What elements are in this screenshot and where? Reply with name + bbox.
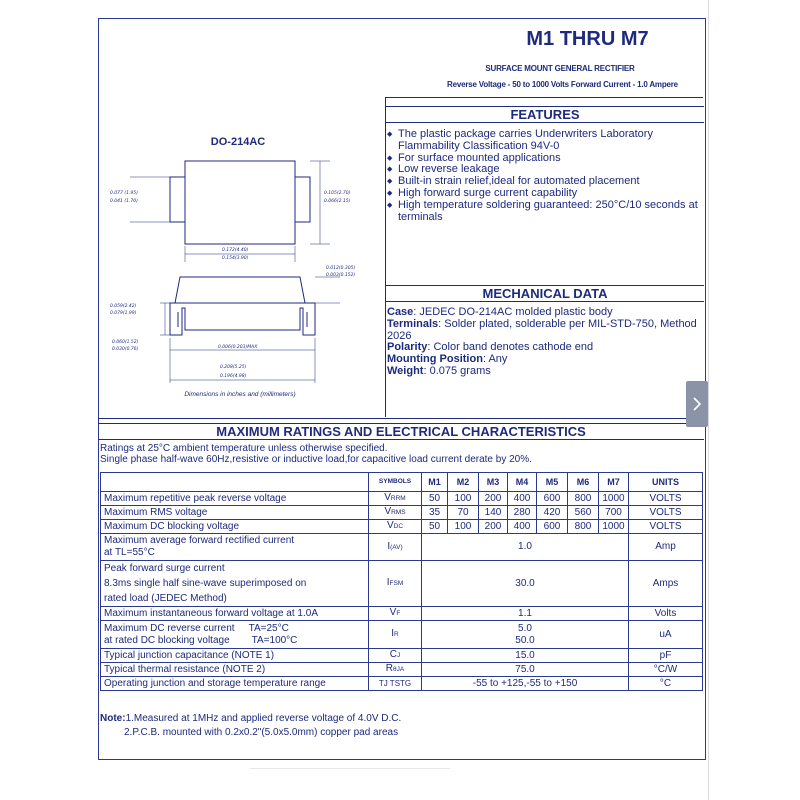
value-cell: 50: [422, 520, 448, 534]
table-row: [101, 607, 703, 621]
value-cell: 5.0 50.0: [422, 621, 629, 649]
value-cell: 140: [479, 506, 508, 520]
header-part: M6: [568, 473, 599, 492]
notes-label: Note:: [100, 713, 126, 724]
part-title: M1 THRU M7: [526, 28, 649, 50]
symbol-cell: IFSM: [369, 561, 422, 607]
header-part: M5: [537, 473, 568, 492]
feature-item: ◆ For surface mounted applications: [387, 153, 702, 165]
unit-cell: Volts: [629, 607, 703, 621]
features-heading: FEATURES: [386, 106, 704, 123]
mechanical-data: [387, 307, 705, 378]
dimension-footnote: Dimensions in inches and (millimeters): [184, 391, 296, 398]
table-row: [101, 561, 703, 607]
value-cell: -55 to +125,-55 to +150: [422, 677, 629, 691]
value-cell: 280: [508, 506, 537, 520]
section-divider: [98, 418, 704, 419]
table-row: [101, 663, 703, 677]
value-cell: 1.1: [422, 607, 629, 621]
dim-label: 0.059(2.42): [110, 304, 137, 309]
param-cell: Typical junction capacitance (NOTE 1): [101, 649, 369, 663]
unit-cell: Amps: [629, 561, 703, 607]
notes-block: [100, 712, 401, 740]
param-cell: Maximum average forward rectified current at TL=55°C: [101, 534, 369, 561]
features-list: [387, 129, 702, 223]
dim-label: 0.077 (1.95): [110, 191, 138, 196]
table-row: [101, 534, 703, 561]
next-page-button[interactable]: [686, 381, 708, 427]
unit-cell: VOLTS: [629, 506, 703, 520]
mounting-label: Mounting Position: [387, 353, 483, 366]
header-part: M7: [599, 473, 629, 492]
ratings-note-1: Ratings at 25°C ambient temperature unless otherwise specified.: [100, 443, 388, 454]
symbol-cell: I(AV): [369, 534, 422, 561]
symbol-cell: VRRM: [369, 492, 422, 506]
value-cell: 1.0: [422, 534, 629, 561]
value-cell: 70: [448, 506, 479, 520]
case-label: Case: [387, 306, 414, 318]
value-cell: 600: [537, 520, 568, 534]
header-symbols: SYMBOLS: [369, 473, 422, 492]
unit-cell: pF: [629, 649, 703, 663]
header-part: M4: [508, 473, 537, 492]
param-cell: Peak forward surge current 8.3ms single half sine-wave superimposed on rated load (JEDEC Method): [101, 561, 369, 607]
param-cell: Maximum DC reverse current TA=25°C at rated DC blocking voltage TA=100°C: [101, 621, 369, 649]
table-row: [101, 649, 703, 663]
value-cell: 800: [568, 492, 599, 506]
dim-label: 0.079(1.99): [110, 311, 137, 316]
symbol-cell: TJ TSTG: [369, 677, 422, 691]
value-cell: 700: [599, 506, 629, 520]
feature-item: ◆ High temperature soldering guaranteed: 250°C/10 seconds at terminals: [387, 200, 702, 224]
dim-label: 0.060(1.52): [112, 340, 139, 345]
dim-label: 0.006(0.203)MAX: [218, 345, 258, 350]
note-1: 1.Measured at 1MHz and applied reverse voltage of 4.0V D.C.: [125, 713, 402, 724]
feature-item: ◆ High forward surge current capability: [387, 188, 702, 200]
dim-label: 0.172(4.40): [222, 248, 249, 253]
unit-cell: °C/W: [629, 663, 703, 677]
symbol-cell: RθJA: [369, 663, 422, 677]
dim-label: 0.208(5.25): [220, 365, 247, 370]
param-cell: Operating junction and storage temperature range: [101, 677, 369, 691]
value-cell: 800: [568, 520, 599, 534]
table-row: [101, 492, 703, 506]
column-divider: [385, 97, 386, 417]
unit-cell: uA: [629, 621, 703, 649]
table-row: [101, 506, 703, 520]
feature-item: ◆ Low reverse leakage: [387, 164, 702, 176]
package-title: DO-214AC: [210, 136, 266, 148]
param-cell: Typical thermal resistance (NOTE 2): [101, 663, 369, 677]
part-subtitle: SURFACE MOUNT GENERAL RECTIFIER: [485, 64, 635, 73]
value-cell: 15.0: [422, 649, 629, 663]
ratings-table: [100, 472, 703, 691]
part-spec-line: Reverse Voltage - 50 to 1000 Volts Forward Current - 1.0 Ampere: [447, 80, 678, 89]
chevron-right-icon: [692, 396, 702, 412]
dim-label: 0.003(0.152): [326, 273, 356, 278]
symbol-cell: VDC: [369, 520, 422, 534]
value-cell: 200: [479, 520, 508, 534]
value-cell: 400: [508, 492, 537, 506]
note-2: 2.P.C.B. mounted with 0.2x0.2"(5.0x5.0mm) copper pad areas: [124, 727, 399, 738]
header-units: UNITS: [629, 473, 703, 492]
feature-item: ◆ The plastic package carries Underwriters Laboratory Flammability Classification 94V-0: [387, 129, 702, 153]
value-cell: 30.0: [422, 561, 629, 607]
table-row: [101, 520, 703, 534]
package-outline-drawing: [110, 150, 375, 405]
symbol-cell: CJ: [369, 649, 422, 663]
ratings-heading: MAXIMUM RATINGS AND ELECTRICAL CHARACTERISTICS: [98, 423, 704, 440]
dim-label: 0.041 (1.70): [110, 199, 138, 204]
value-cell: 75.0: [422, 663, 629, 677]
value-cell: 200: [479, 492, 508, 506]
footer-divider: [250, 768, 450, 769]
value-cell: 50: [422, 492, 448, 506]
header-divider: [385, 97, 703, 98]
feature-item: ◆ Built-in strain relief,ideal for automated placement: [387, 176, 702, 188]
case-value: : JEDEC DO-214AC molded plastic body: [413, 306, 613, 318]
unit-cell: Amp: [629, 534, 703, 561]
table-header-row: [101, 473, 703, 492]
header-part: M1: [422, 473, 448, 492]
symbol-cell: IR: [369, 621, 422, 649]
mechanical-heading: MECHANICAL DATA: [386, 285, 704, 302]
param-cell: Maximum DC blocking voltage: [101, 520, 369, 534]
value-cell: 100: [448, 492, 479, 506]
weight-value: : 0.075 grams: [423, 364, 491, 377]
header-part: M2: [448, 473, 479, 492]
dim-label: 0.066(2.15): [324, 199, 351, 204]
unit-cell: °C: [629, 677, 703, 691]
param-cell: Maximum RMS voltage: [101, 506, 369, 520]
value-cell: 35: [422, 506, 448, 520]
weight-label: Weight: [387, 364, 424, 377]
header-blank: [101, 473, 369, 492]
symbol-cell: VF: [369, 607, 422, 621]
value-cell: 100: [448, 520, 479, 534]
header-part: M3: [479, 473, 508, 492]
value-cell: 600: [537, 492, 568, 506]
dim-label: 0.196(4.98): [220, 374, 247, 379]
polarity-label: Polarity: [387, 341, 428, 354]
dim-label: 0.154(3.90): [222, 256, 249, 261]
viewer-edge: [708, 0, 709, 800]
value-cell: 1000: [599, 520, 629, 534]
param-cell: Maximum repetitive peak reverse voltage: [101, 492, 369, 506]
value-cell: 420: [537, 506, 568, 520]
terminals-label: Terminals: [387, 317, 439, 330]
dim-label: 0.030(0.76): [112, 347, 139, 352]
dim-label: 0.105(2.70): [324, 191, 351, 196]
param-cell: Maximum instantaneous forward voltage at 1.0A: [101, 607, 369, 621]
value-cell: 560: [568, 506, 599, 520]
terminals-value: : Solder plated, solderable per MIL-STD-750, Method 2026: [387, 317, 697, 342]
ratings-note-2: Single phase half-wave 60Hz,resistive or inductive load,for capacitive load current derate by 20%.: [100, 454, 532, 465]
dim-label: 0.012(0.305): [326, 266, 356, 271]
mounting-value: : Any: [482, 353, 508, 366]
value-cell: 400: [508, 520, 537, 534]
table-row: [101, 677, 703, 691]
unit-cell: VOLTS: [629, 492, 703, 506]
polarity-value: : Color band denotes cathode end: [427, 341, 594, 354]
unit-cell: VOLTS: [629, 520, 703, 534]
value-cell: 1000: [599, 492, 629, 506]
symbol-cell: VRMS: [369, 506, 422, 520]
table-row: [101, 621, 703, 649]
